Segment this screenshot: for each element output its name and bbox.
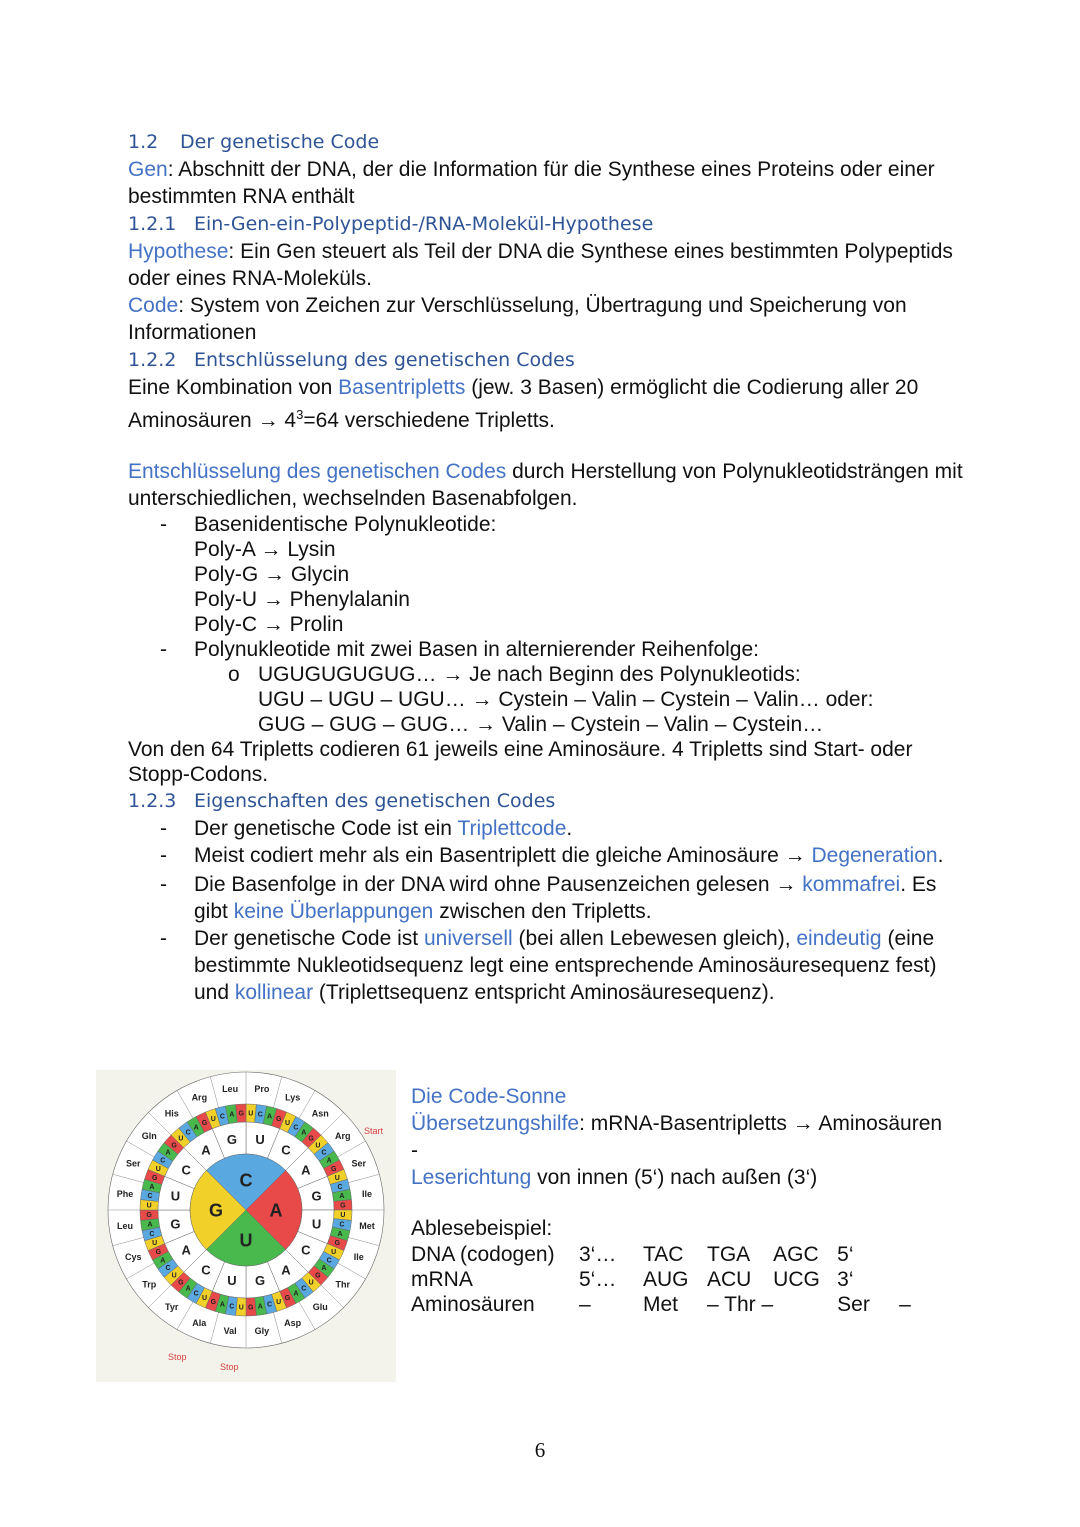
amino-label: Val bbox=[223, 1326, 237, 1337]
third-base-label: U bbox=[201, 1295, 208, 1303]
example-cell: TGA bbox=[707, 1243, 751, 1266]
example-cell: Ser bbox=[837, 1293, 870, 1316]
amino-label: Ala bbox=[192, 1317, 207, 1328]
third-base-label: A bbox=[337, 1231, 343, 1239]
amino-label: Ser bbox=[351, 1158, 366, 1169]
third-base-label: U bbox=[155, 1165, 161, 1173]
amino-label: Cys bbox=[125, 1251, 142, 1262]
example-row bbox=[411, 1267, 919, 1292]
example-cell: Met bbox=[643, 1293, 679, 1316]
example-cell: 3‘ bbox=[837, 1268, 854, 1291]
amino-label: Leu bbox=[222, 1084, 239, 1095]
entschluesselung-paragraph: Entschlüsselung des genetischen Codes durch Herstellung von Polynukleotidsträngen mit unterschiedlichen, wechselnden Basenabfolgen. bbox=[128, 460, 963, 510]
amino-label: Gln bbox=[141, 1130, 157, 1141]
heading-1-2-3: 1.2.3 Eigenschaften des genetischen Codes bbox=[128, 790, 556, 812]
third-base-label: A bbox=[185, 1285, 191, 1293]
example-row bbox=[411, 1292, 919, 1317]
third-base-label: U bbox=[248, 1110, 254, 1118]
leserichtung: Leserichtung von innen (5‘) nach außen (3‘) bbox=[411, 1166, 818, 1189]
example-cell: ACU bbox=[707, 1268, 752, 1291]
amino-label: His bbox=[164, 1108, 179, 1119]
third-base-label: C bbox=[185, 1129, 191, 1137]
list-subitem: Poly-C → Prolin bbox=[194, 613, 344, 636]
third-base-label: U bbox=[331, 1248, 337, 1256]
example-cell bbox=[899, 1267, 919, 1292]
amino-label: Phe bbox=[116, 1189, 134, 1200]
third-base-label: U bbox=[308, 1279, 314, 1287]
heading-1-2-1: 1.2.1 Ein-Gen-ein-Polypeptid-/RNA-Molekül-Hypothese bbox=[128, 213, 654, 235]
stop-label: Stop bbox=[168, 1352, 187, 1362]
second-base-label: A bbox=[181, 1242, 191, 1258]
amino-label: Asp bbox=[284, 1317, 302, 1328]
property-item: - Die Basenfolge in der DNA wird ohne Pausenzeichen gelesen → kommafrei. Es gibt keine Überlappungen zwischen den Tripletts. bbox=[160, 873, 937, 923]
third-base-label: U bbox=[284, 1119, 291, 1127]
third-base-label: A bbox=[326, 1157, 332, 1165]
third-base-label: G bbox=[238, 1110, 244, 1118]
third-base-label: G bbox=[171, 1142, 177, 1150]
third-base-label: G bbox=[315, 1272, 321, 1280]
list-subitem: Poly-A → Lysin bbox=[194, 538, 336, 561]
example-cell: Aminosäuren bbox=[411, 1293, 535, 1316]
first-base-label: U bbox=[239, 1230, 253, 1251]
triplett-paragraph: Eine Kombination von Basentripletts (jew. 3 Basen) ermöglicht die Codierung aller 20 Aminosäuren → $4^3=64$ verschiedene Tripletts. bbox=[128, 376, 919, 432]
first-base-label: G bbox=[208, 1200, 224, 1221]
amino-label: Thr bbox=[335, 1279, 351, 1290]
third-base-label: G bbox=[201, 1119, 208, 1127]
second-base-label: C bbox=[201, 1262, 211, 1278]
list-subitem: Poly-G → Glycin bbox=[194, 563, 350, 586]
second-base-label: A bbox=[201, 1142, 211, 1158]
hypothese-definition: Hypothese: Ein Gen steuert als Teil der DNA die Synthese eines bestimmten Polypeptids oder eines RNA-Moleküls. bbox=[128, 240, 953, 290]
third-base-label: G bbox=[334, 1240, 341, 1248]
stop-label: Stop bbox=[220, 1362, 239, 1372]
amino-label: Arg bbox=[191, 1092, 208, 1103]
code-sun-section bbox=[96, 1070, 996, 1390]
summary-paragraph: Von den 64 Tripletts codieren 61 jeweils eine Aminosäure. 4 Tripletts sind Start- oder Stopp-Codons. bbox=[128, 738, 913, 786]
third-base-label: A bbox=[339, 1193, 345, 1201]
third-base-label: A bbox=[193, 1124, 199, 1132]
ablesebeispiel-label: Ablesebeispiel: bbox=[411, 1217, 553, 1240]
third-base-label: A bbox=[165, 1149, 171, 1157]
amino-label: Trp bbox=[142, 1279, 157, 1290]
example-cell: 5‘… bbox=[579, 1268, 617, 1291]
code-definition: Code: System von Zeichen zur Verschlüsselung, Übertragung und Speicherung von Informationen bbox=[128, 294, 907, 344]
third-base-label: U bbox=[152, 1240, 158, 1248]
third-base-label: G bbox=[178, 1279, 184, 1287]
third-base-label: U bbox=[210, 1116, 216, 1124]
example-cell: DNA (codogen) bbox=[411, 1243, 555, 1266]
property-item: - Der genetische Code ist ein Triplettcode. bbox=[160, 817, 573, 840]
property-item: - Der genetische Code ist universell (bei allen Lebewesen gleich), eindeutig (eine bestimmte Nukleotidsequenz legt eine entsprechende Aminosäuresequenz fest) und kollinear (Triplettsequenz entspricht Aminosäuresequenz). bbox=[160, 927, 937, 1004]
amino-label: Pro bbox=[254, 1084, 270, 1095]
third-base-label: U bbox=[171, 1272, 177, 1280]
third-base-label: C bbox=[149, 1231, 155, 1239]
amino-label: Leu bbox=[117, 1221, 134, 1232]
second-base-label: G bbox=[170, 1216, 181, 1232]
third-base-label: C bbox=[301, 1285, 307, 1293]
third-base-label: G bbox=[284, 1295, 291, 1303]
example-cell: AUG bbox=[643, 1268, 689, 1291]
amino-label: Ile bbox=[361, 1189, 372, 1200]
example-cell: – bbox=[899, 1293, 911, 1316]
third-base-label: C bbox=[326, 1257, 332, 1265]
third-base-label: C bbox=[229, 1303, 235, 1311]
third-base-label: C bbox=[165, 1265, 171, 1273]
example-cell: – bbox=[579, 1293, 591, 1316]
example-cell: TAC bbox=[643, 1243, 684, 1266]
third-base-label: A bbox=[267, 1113, 273, 1121]
page-number: 6 bbox=[534, 1438, 546, 1462]
example-cell: mRNA bbox=[411, 1268, 473, 1291]
example-cell bbox=[899, 1242, 919, 1267]
third-base-label: C bbox=[160, 1157, 166, 1165]
third-base-label: C bbox=[293, 1124, 299, 1132]
list-item: - Basenidentische Polynukleotide: bbox=[160, 513, 497, 536]
third-base-label: A bbox=[229, 1111, 235, 1119]
first-base-label: C bbox=[239, 1170, 253, 1191]
third-base-label: G bbox=[155, 1248, 162, 1256]
third-base-label: G bbox=[210, 1298, 217, 1306]
list-subitem: GUG – GUG – GUG… → Valin – Cystein – Valin – Cystein… bbox=[258, 713, 824, 736]
second-base-label: C bbox=[181, 1162, 191, 1178]
second-base-label: U bbox=[311, 1216, 322, 1232]
second-base-label: U bbox=[227, 1273, 237, 1289]
third-base-label: U bbox=[334, 1174, 340, 1182]
third-base-label: U bbox=[315, 1142, 321, 1150]
amino-label: Met bbox=[359, 1221, 375, 1232]
second-base-label: G bbox=[311, 1188, 322, 1204]
gen-definition: Gen: Abschnitt der DNA, der die Information für die Synthese eines Proteins oder einer bestimmten RNA enthält bbox=[128, 158, 935, 208]
third-base-label: A bbox=[321, 1265, 327, 1273]
third-base-label: A bbox=[160, 1257, 166, 1265]
third-base-label: A bbox=[219, 1301, 225, 1309]
third-base-label: G bbox=[340, 1202, 346, 1210]
third-base-label: G bbox=[151, 1174, 158, 1182]
second-base-label: G bbox=[226, 1131, 238, 1147]
third-base-label: A bbox=[147, 1221, 153, 1229]
example-cell: 5‘ bbox=[837, 1243, 854, 1266]
third-base-label: C bbox=[147, 1193, 153, 1201]
first-base-label: A bbox=[269, 1200, 283, 1221]
example-row bbox=[411, 1242, 919, 1267]
code-sun-diagram bbox=[96, 1070, 396, 1382]
document-page bbox=[128, 128, 968, 1006]
ablesebeispiel-table bbox=[411, 1242, 919, 1317]
third-base-label: U bbox=[340, 1212, 346, 1220]
third-base-label: U bbox=[238, 1304, 244, 1312]
heading-1-2: 1.2 Der genetische Code bbox=[128, 131, 380, 153]
third-base-label: A bbox=[301, 1129, 307, 1137]
amino-label: Lys bbox=[285, 1092, 301, 1103]
example-cell bbox=[773, 1292, 837, 1317]
third-base-label: G bbox=[330, 1165, 337, 1173]
code-sun-explanation bbox=[411, 1083, 971, 1317]
amino-label: Asn bbox=[311, 1108, 329, 1119]
second-base-label: U bbox=[170, 1188, 181, 1204]
heading-1-2-2: 1.2.2 Entschlüsselung des genetischen Codes bbox=[128, 349, 575, 371]
second-base-label: U bbox=[255, 1131, 265, 1147]
second-base-label: C bbox=[281, 1142, 291, 1158]
separator-dash: - bbox=[411, 1139, 418, 1162]
example-cell: – Thr – bbox=[707, 1293, 774, 1316]
third-base-label: C bbox=[257, 1111, 263, 1119]
third-base-label: A bbox=[257, 1303, 263, 1311]
list-subitem: Poly-U → Phenylalanin bbox=[194, 588, 410, 611]
amino-label: Ile bbox=[353, 1251, 364, 1262]
third-base-label: C bbox=[193, 1290, 199, 1298]
amino-label: Ser bbox=[126, 1158, 141, 1169]
third-base-label: C bbox=[267, 1301, 273, 1309]
third-base-label: G bbox=[275, 1116, 282, 1124]
third-base-label: G bbox=[146, 1212, 152, 1220]
amino-label: Gly bbox=[254, 1326, 270, 1337]
third-base-label: U bbox=[178, 1135, 184, 1143]
second-base-label: C bbox=[301, 1242, 311, 1258]
second-base-label: G bbox=[254, 1273, 266, 1289]
third-base-label: C bbox=[321, 1149, 327, 1157]
third-base-label: C bbox=[337, 1183, 343, 1191]
third-base-label: G bbox=[248, 1304, 254, 1312]
third-base-label: A bbox=[149, 1183, 155, 1191]
third-base-label: C bbox=[219, 1113, 225, 1121]
example-cell: UCG bbox=[773, 1268, 820, 1291]
third-base-label: U bbox=[276, 1298, 282, 1306]
list-item: - Polynukleotide mit zwei Basen in alternierender Reihenfolge: bbox=[160, 638, 759, 661]
second-base-label: A bbox=[301, 1162, 311, 1178]
start-label: Start bbox=[364, 1126, 384, 1136]
second-base-label: A bbox=[281, 1262, 291, 1278]
uebersetzungshilfe: Übersetzungshilfe: mRNA-Basentripletts → Aminosäuren bbox=[411, 1112, 943, 1135]
list-subitem: o UGUGUGUGUG… → Je nach Beginn des Polynukleotids: bbox=[228, 663, 801, 686]
code-sun-title: Die Code-Sonne bbox=[411, 1085, 567, 1108]
example-cell: AGC bbox=[773, 1243, 819, 1266]
property-item: - Meist codiert mehr als ein Basentriplett die gleiche Aminosäure → Degeneration. bbox=[160, 844, 944, 867]
amino-label: Tyr bbox=[165, 1301, 179, 1312]
third-base-label: G bbox=[308, 1135, 314, 1143]
amino-label: Glu bbox=[312, 1301, 328, 1312]
code-sun-svg bbox=[96, 1070, 396, 1382]
third-base-label: U bbox=[146, 1202, 152, 1210]
third-base-label: A bbox=[293, 1290, 299, 1298]
amino-label: Arg bbox=[335, 1130, 351, 1141]
list-subitem: UGU – UGU – UGU… → Cystein – Valin – Cystein – Valin… oder: bbox=[258, 688, 874, 711]
example-cell: 3‘… bbox=[579, 1243, 617, 1266]
third-base-label: C bbox=[339, 1221, 345, 1229]
